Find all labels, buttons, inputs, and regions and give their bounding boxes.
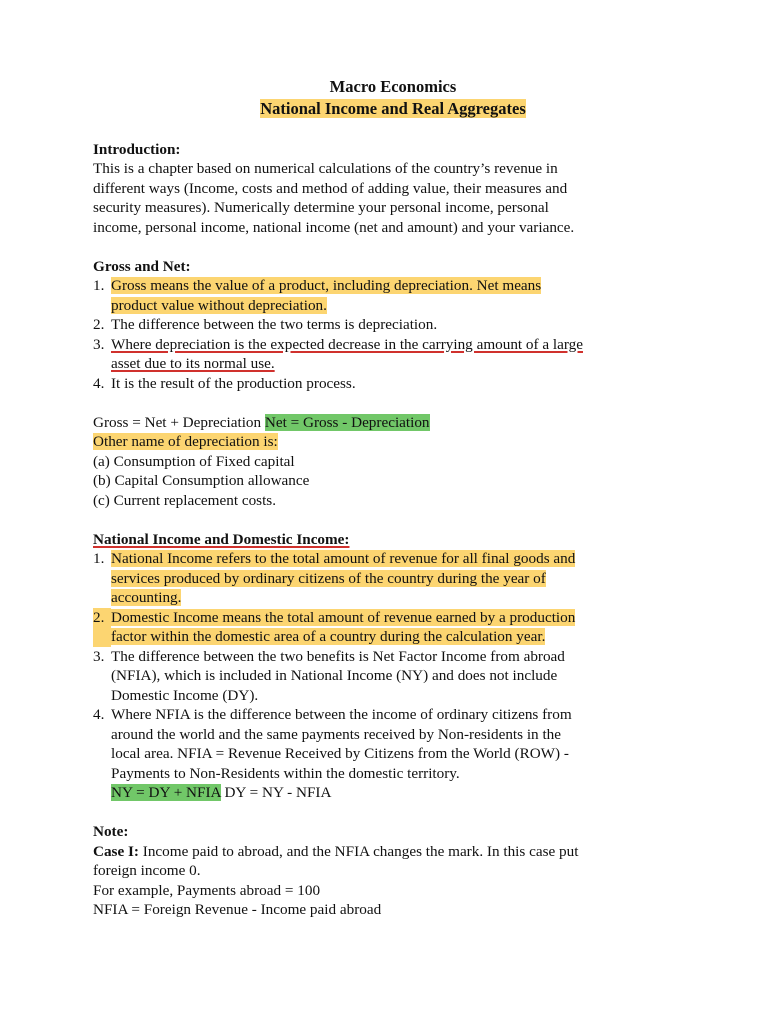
depreciation-option: (b) Capital Consumption allowance [93, 472, 310, 489]
list-item [93, 608, 693, 647]
formula-gross: Gross = Net + Depreciation [93, 413, 265, 431]
list-item [93, 315, 693, 335]
ni-di-heading: National Income and Domestic Income: [93, 530, 350, 548]
document-title: Macro Economics [329, 77, 457, 96]
intro-line: income, personal income, national income (net and amount) and your variance. [93, 218, 575, 236]
note-heading: Note: [93, 823, 129, 840]
subtitle-text: National Income and Real Aggregates [260, 99, 526, 118]
intro-line: This is a chapter based on numerical calculations of the country’s revenue in [93, 160, 558, 177]
list-item [93, 335, 693, 374]
list-text: Gross means the value of a product, including depreciation. Net means [111, 277, 542, 294]
list-item [93, 647, 693, 706]
intro-heading: Introduction: [93, 140, 181, 158]
list-text: services produced by ordinary citizens of the country during the year of [111, 569, 546, 587]
list-text: factor within the domestic area of a country during the calculation year. [111, 628, 546, 645]
document-page [93, 76, 693, 920]
list-number: 2. [93, 608, 111, 647]
list-text: The difference between the two benefits is Net Factor Income from abroad [111, 647, 565, 665]
formula-net: Net = Gross - Depreciation [264, 413, 430, 431]
list-number: 3. [93, 335, 105, 353]
list-text: Where NFIA is the difference between the income of ordinary citizens from [111, 706, 572, 723]
list-text: product value without depreciation. [111, 296, 327, 314]
list-number: 2. [93, 316, 105, 333]
list-item [93, 549, 693, 608]
formula-dy: DY = NY - NFIA [220, 784, 332, 801]
formula-line [111, 783, 693, 803]
intro-line: security measures). Numerically determine your personal income, personal [93, 199, 549, 216]
depreciation-other-name: Other name of depreciation is: [93, 433, 278, 450]
example-text: For example, Payments abroad = 100 [93, 881, 321, 899]
list-number: 1. [93, 550, 105, 567]
depreciation-option: (a) Consumption of Fixed capital [93, 452, 295, 470]
formula-line [93, 413, 693, 433]
list-text: Domestic Income (DY). [111, 686, 259, 704]
depreciation-option: (c) Current replacement costs. [93, 491, 277, 509]
nfia-formula: NFIA = Foreign Revenue - Income paid abroad [93, 901, 382, 918]
list-text: asset due to its normal use. [111, 355, 275, 372]
case-text: foreign income 0. [93, 862, 201, 879]
list-text: National Income refers to the total amount of revenue for all final goods and [111, 550, 576, 567]
list-number: 1. [93, 277, 105, 294]
gross-net-heading: Gross and Net: [93, 257, 191, 275]
case-label: Case I: [93, 842, 139, 860]
list-text: The difference between the two terms is depreciation. [111, 316, 438, 333]
list-item [93, 705, 693, 803]
list-text: (NFIA), which is included in National Income (NY) and does not include [111, 667, 558, 684]
list-text: Domestic Income means the total amount of revenue earned by a production [111, 608, 576, 626]
document-subtitle [93, 98, 693, 120]
list-number: 3. [93, 647, 105, 665]
list-text: around the world and the same payments received by Non-residents in the [111, 725, 562, 743]
list-text: Payments to Non-Residents within the domestic territory. [111, 764, 460, 782]
list-number: 4. [93, 706, 105, 723]
list-text: accounting. [111, 589, 182, 606]
list-text: local area. NFIA = Revenue Received by Citizens from the World (ROW) - [111, 745, 569, 762]
list-text: Where depreciation is the expected decrease in the carrying amount of a large [111, 335, 583, 353]
intro-line: different ways (Income, costs and method of adding value, their measures and [93, 179, 568, 197]
case-text: Income paid to abroad, and the NFIA changes the mark. In this case put [138, 842, 579, 860]
list-number: 4. [93, 374, 105, 392]
formula-ny: NY = DY + NFIA [111, 784, 221, 801]
list-item [93, 374, 693, 394]
list-text: It is the result of the production process. [111, 374, 356, 392]
case-line [93, 842, 693, 862]
list-item [93, 276, 693, 315]
